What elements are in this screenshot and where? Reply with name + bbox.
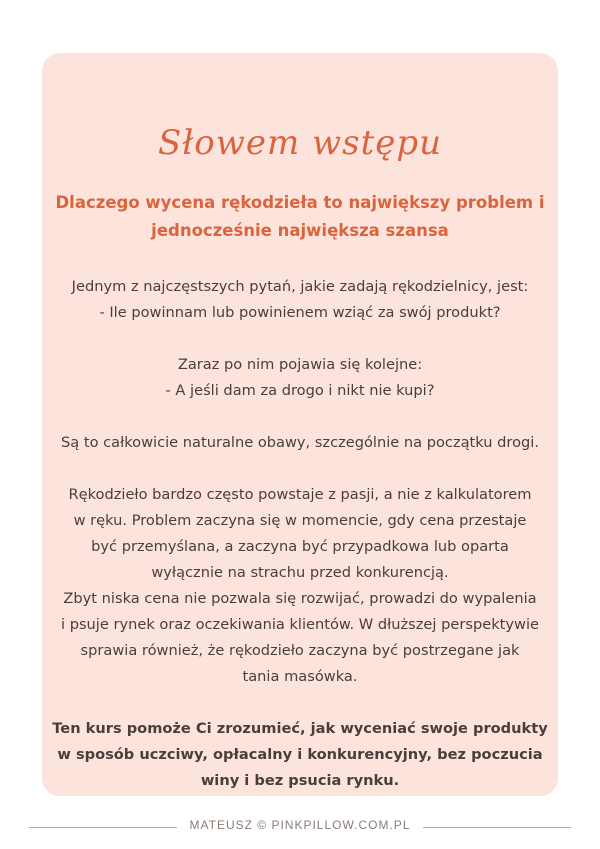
text-line: Zaraz po nim pojawia się kolejne: — [177, 356, 423, 373]
heading-line: jednocześnie największa szansa — [151, 221, 449, 240]
footer-credit: MATEUSZ © PINKPILLOW.COM.PL — [189, 818, 411, 832]
text-line: Jednym z najczęstszych pytań, jakie zadają rękodzielnicy, jest: — [71, 278, 529, 295]
text-line: być przemyślana, a zaczyna być przypadkowa lub oparta — [91, 538, 509, 555]
text-line: - A jeśli dam za drogo i nikt nie kupi? — [165, 382, 435, 399]
text-line: w sposób uczciwy, opłacalny i konkurencyjny, bez poczucia — [57, 746, 543, 763]
page-title: Słowem wstępu — [157, 123, 443, 163]
summary-paragraph — [42, 716, 558, 794]
text-line: Rękodzieło bardzo często powstaje z pasji, a nie z kalkulatorem — [68, 486, 532, 503]
text-line: i psuje rynek oraz oczekiwania klientów. W dłuższej perspektywie — [61, 616, 539, 633]
text-line: - Ile powinnam lub powinienem wziąć za swój produkt? — [99, 304, 501, 321]
text-line: Ten kurs pomoże Ci zrozumieć, jak wyceniać swoje produkty — [52, 720, 548, 737]
section-heading — [42, 189, 558, 245]
paragraph — [42, 482, 558, 690]
text-line: winy i bez psucia rynku. — [200, 772, 400, 789]
text-line: Zbyt niska cena nie pozwala się rozwijać, prowadzi do wypalenia — [63, 590, 537, 607]
paragraph — [42, 274, 558, 326]
text-line: sprawia również, że rękodzieło zaczyna być postrzegane jak — [80, 642, 520, 659]
text-line: wyłącznie na strachu przed konkurencją. — [151, 564, 449, 581]
text-line: tania masówka. — [242, 668, 358, 685]
text-line: Są to całkowicie naturalne obawy, szczególnie na początku drogi. — [61, 434, 539, 451]
text-line: w ręku. Problem zaczyna się w momencie, gdy cena przestaje — [73, 512, 527, 529]
heading-line: Dlaczego wycena rękodzieła to największy problem i — [55, 193, 545, 212]
footer-rule-right — [423, 827, 571, 828]
body-text — [42, 274, 558, 794]
paragraph — [42, 352, 558, 404]
content-card — [42, 53, 558, 796]
footer — [0, 818, 600, 838]
paragraph — [42, 430, 558, 456]
